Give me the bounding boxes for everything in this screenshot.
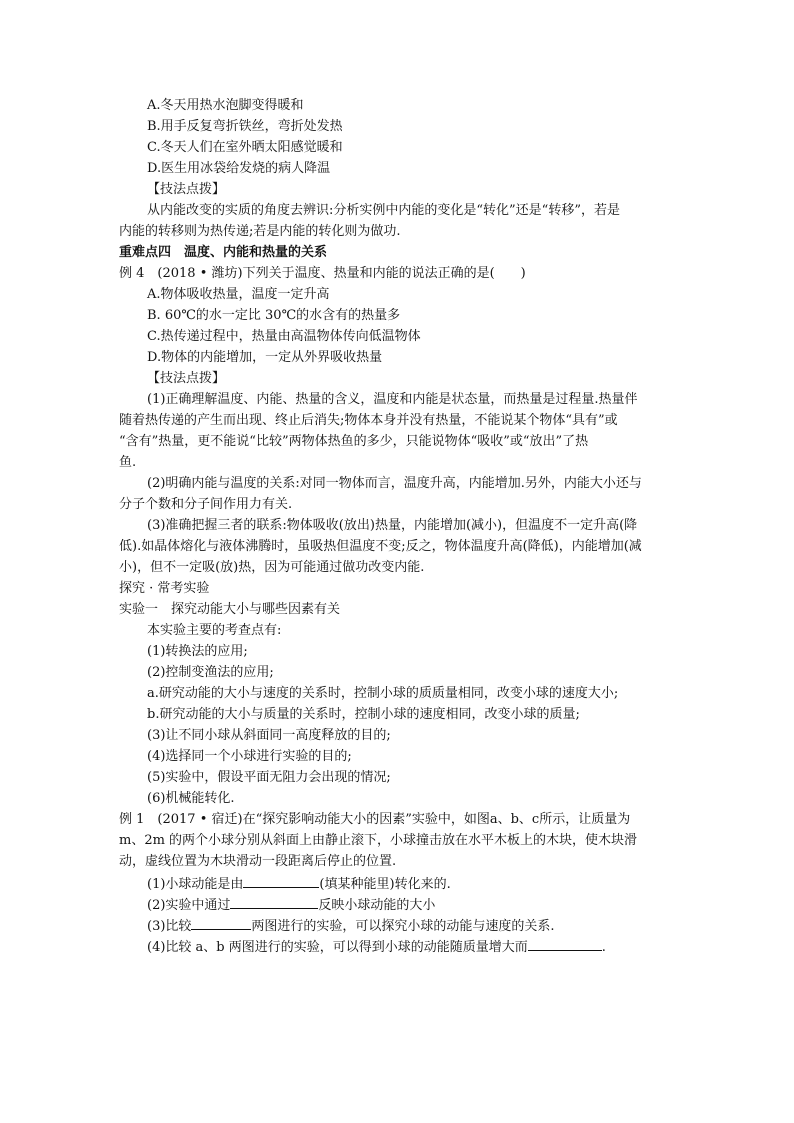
example-question: 例 1 (2017 • 宿迁)在“探究影响动能大小的因素”实验中，如图a、b、c所示，让质量为 <box>119 812 631 827</box>
paragraph-line: 鱼. <box>119 455 137 470</box>
list-item: (1)转换法的应用; <box>147 644 248 659</box>
section-heading: 重难点四 温度、内能和热量的关系 <box>119 245 328 260</box>
question-text: (2)实验中通过 <box>147 898 231 913</box>
question-text: 反映小球动能的大小 <box>318 898 436 913</box>
list-item: b.研究动能的大小与质量的关系时，控制小球的速度相同，改变小球的质量; <box>147 707 580 722</box>
option-a: A.冬天用热水泡脚变得暖和 <box>147 98 304 113</box>
paragraph-line: (1)正确理解温度、内能、热量的含义，温度和内能是状态量，而热量是过程量.热量伴 <box>147 392 638 407</box>
tip-heading: 【技法点拨】 <box>147 182 226 197</box>
list-item: a.研究动能的大小与速度的关系时，控制小球的质质量相同，改变小球的速度大小; <box>147 686 619 701</box>
paragraph-line: (3)准确把握三者的联系:物体吸收(放出)热量，内能增加(减小)，但温度不一定升高(降 <box>147 518 638 533</box>
fill-in-question-1 <box>147 873 451 893</box>
list-item: (3)让不同小球从斜面同一高度释放的目的; <box>147 728 391 743</box>
list-item: (2)控制变渔法的应用; <box>147 665 274 680</box>
paragraph-line: 动，虚线位置为木块滑动一段距离后停止的位置. <box>119 854 397 869</box>
tip-heading: 【技法点拨】 <box>147 371 226 386</box>
option-b: B.用手反复弯折铁丝，弯折处发热 <box>147 119 343 134</box>
paragraph-line: 内能的转移则为热传递;若是内能的转化则为做功. <box>119 224 401 239</box>
question-text: (3)比较 <box>147 919 192 934</box>
question-text: 两图进行的实验，可以探究小球的动能与速度的关系. <box>251 919 555 934</box>
experiment-title: 实验一 探究动能大小与哪些因素有关 <box>119 602 341 617</box>
paragraph-line: 小)，但不一定吸(放)热，因为可能通过做功改变内能. <box>119 560 425 575</box>
example-question: 例 4 (2018 • 潍坊)下列关于温度、热量和内能的说法正确的是( ) <box>119 266 526 281</box>
paragraph-line: (2)明确内能与温度的关系:对同一物体而言，温度升高，内能增加.另外，内能大小还与 <box>147 476 642 491</box>
answer-blank[interactable] <box>243 873 319 888</box>
fill-in-question-4 <box>147 936 606 956</box>
answer-blank[interactable] <box>191 915 251 930</box>
option-d: D.医生用冰袋给发烧的病人降温 <box>147 161 331 176</box>
answer-blank[interactable] <box>528 936 602 951</box>
paragraph-line: 本实验主要的考查点有: <box>147 623 282 638</box>
option-b: B. 60℃的水一定比 30℃的水含有的热量多 <box>147 308 401 323</box>
answer-blank[interactable] <box>230 894 318 909</box>
option-d: D.物体的内能增加，一定从外界吸收热量 <box>147 350 383 365</box>
question-text: (4)比较 a、b 两图进行的实验，可以得到小球的动能随质量增大而 <box>147 940 528 955</box>
list-item: (5)实验中，假设平面无阻力会出现的情况; <box>147 770 391 785</box>
paragraph-line: m、2m 的两个小球分别从斜面上由静止滚下，小球撞击放在水平木板上的木块，使木块滑 <box>119 833 638 848</box>
list-item: (6)机械能转化. <box>147 791 235 806</box>
fill-in-question-3 <box>147 915 555 935</box>
question-text: (填某种能里)转化来的. <box>319 877 451 892</box>
paragraph-line: 分子个数和分子间作用力有关. <box>119 497 293 512</box>
paragraph-line: 低).如晶体熔化与液体沸腾时，虽吸热但温度不变;反之，物体温度升高(降低)，内能增加(减 <box>119 539 642 554</box>
fill-in-question-2 <box>147 894 435 914</box>
list-item: (4)选择同一个小球进行实验的目的; <box>147 749 352 764</box>
option-c: C.冬天人们在室外晒太阳感觉暖和 <box>147 140 343 155</box>
paragraph-line: 随着热传递的产生而出现、终止后消失;物体本身并没有热量，不能说某个物体“具有”或 <box>119 413 618 428</box>
paragraph-line: 从内能改变的实质的角度去辨识:分析实例中内能的变化是“转化”还是“转移”，若是 <box>147 203 620 218</box>
question-text: . <box>601 940 606 955</box>
paragraph-line: “含有”热量，更不能说“比较”两物体热鱼的多少，只能说物体“吸收”或“放出”了热 <box>119 434 589 449</box>
option-a: A.物体吸收热量，温度一定升高 <box>147 287 330 302</box>
option-c: C.热传递过程中，热量由高温物体传向低温物体 <box>147 329 421 344</box>
question-text: (1)小球动能是由 <box>147 877 244 892</box>
section-heading: 探究 · 常考实验 <box>119 581 210 596</box>
